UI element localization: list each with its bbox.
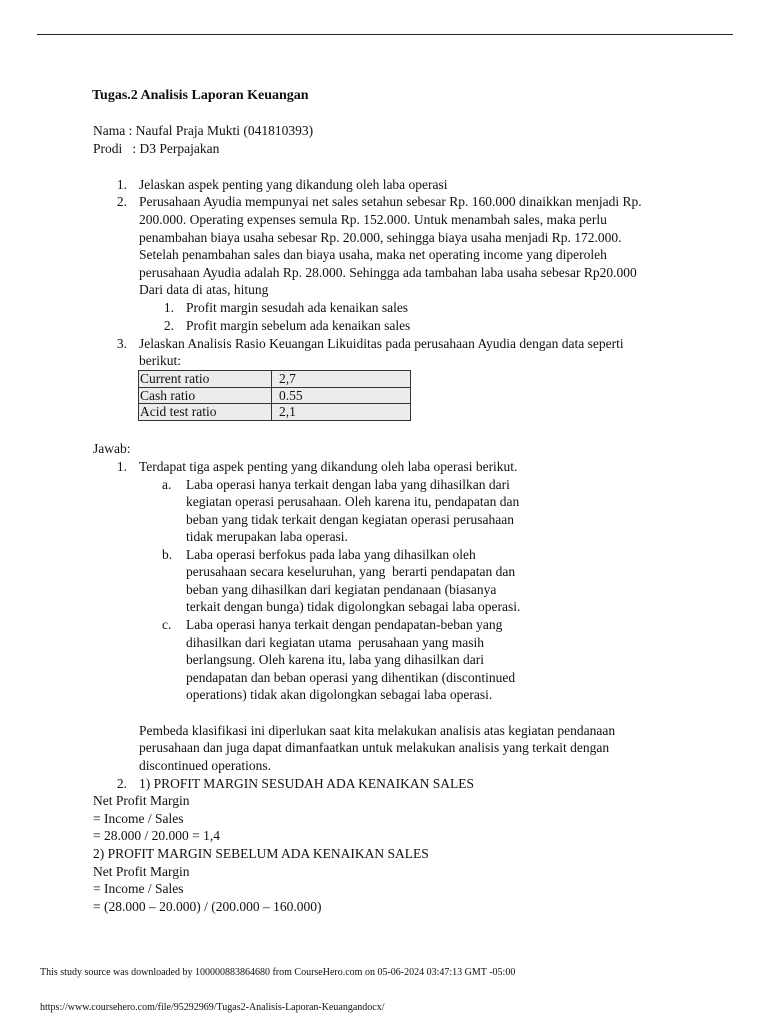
- source-url[interactable]: https://www.coursehero.com/file/95292969/Tugas2-Analisis-Laporan-Keuangandocx/: [40, 1002, 385, 1013]
- sub-question-number: 2.: [163, 318, 174, 333]
- list-item-line: terkait dengan bunga) tidak digolongkan sebagai laba operasi.: [186, 599, 521, 614]
- ratio-value: 2,1: [272, 404, 411, 421]
- sub-question-text: Profit margin sesudah ada kenaikan sales: [186, 300, 409, 315]
- list-item-line: Laba operasi hanya terkait dengan laba yang dihasilkan dari: [186, 477, 510, 492]
- list-item-line: kegiatan operasi perusahaan. Oleh karena itu, pendapatan dan: [186, 494, 520, 509]
- question-2-line: penambahan biaya usaha sebesar Rp. 20.000, sehingga biaya usaha menjadi Rp. 172.000.: [139, 230, 622, 245]
- list-item-line: beban yang tidak terkait dengan kegiatan operasi perusahaan: [186, 512, 514, 527]
- student-name: Nama : Naufal Praja Mukti (041810393): [93, 123, 314, 138]
- calc-line: = Income / Sales: [93, 811, 184, 826]
- list-item-line: berlangsung. Oleh karena itu, laba yang dihasilkan dari: [186, 652, 485, 667]
- ratio-label: Acid test ratio: [139, 404, 272, 421]
- question-2-line: Perusahaan Ayudia mempunyai net sales setahun sebesar Rp. 160.000 dinaikkan menjadi Rp.: [139, 194, 642, 209]
- question-number: 2.: [116, 194, 127, 209]
- question-1-text: Jelaskan aspek penting yang dikandung oleh laba operasi: [139, 177, 448, 192]
- list-letter: a.: [162, 477, 172, 492]
- table-row: [139, 404, 411, 421]
- list-item-line: Laba operasi hanya terkait dengan pendapatan-beban yang: [186, 617, 503, 632]
- question-3-line: Jelaskan Analisis Rasio Keuangan Likuiditas pada perusahaan Ayudia dengan data seperti: [139, 336, 624, 351]
- list-item-line: operations) tidak akan digolongkan sebagai laba operasi.: [186, 687, 493, 702]
- answer-label: Jawab:: [93, 441, 131, 456]
- header-rule: [37, 34, 733, 35]
- question-2-line: perusahaan Ayudia adalah Rp. 28.000. Sehingga ada tambahan laba usaha sebesar Rp20.000: [139, 265, 637, 280]
- list-letter: c.: [162, 617, 172, 632]
- closing-line: perusahaan dan juga dapat dimanfaatkan untuk melakukan analisis yang terkait dengan: [139, 740, 610, 755]
- download-notice: This study source was downloaded by 100000883864680 from CourseHero.com on 05-06-2024 03:47:13 GMT -05:00: [40, 967, 516, 978]
- calc-line: Net Profit Margin: [93, 864, 190, 879]
- calc-line: = Income / Sales: [93, 881, 184, 896]
- table-row: [139, 387, 411, 404]
- list-item-line: Laba operasi berfokus pada laba yang dihasilkan oleh: [186, 547, 476, 562]
- question-2-line: Setelah penambahan sales dan biaya usaha, maka net operating income yang diperoleh: [139, 247, 607, 262]
- question-3-line: berikut:: [139, 353, 181, 368]
- list-item-line: tidak merupakan laba operasi.: [186, 529, 348, 544]
- liquidity-ratio-table: [138, 370, 411, 421]
- ratio-label: Current ratio: [139, 371, 272, 388]
- list-item-line: beban yang dihasilkan dari kegiatan pendanaan (biasanya: [186, 582, 497, 597]
- ratio-value: 2,7: [272, 371, 411, 388]
- answer-2-heading-1: 1) PROFIT MARGIN SESUDAH ADA KENAIKAN SALES: [139, 776, 475, 791]
- question-2-line: 200.000. Operating expenses semula Rp. 152.000. Untuk menambah sales, maka perlu: [139, 212, 607, 227]
- answer-1-intro: Terdapat tiga aspek penting yang dikandung oleh laba operasi berikut.: [139, 459, 518, 474]
- closing-line: discontinued operations.: [139, 758, 271, 773]
- table-row: [139, 371, 411, 388]
- ratio-label: Cash ratio: [139, 387, 272, 404]
- list-item-line: pendapatan dan beban operasi yang dihentikan (discontinued: [186, 670, 516, 685]
- answer-2-heading-2: 2) PROFIT MARGIN SEBELUM ADA KENAIKAN SALES: [93, 846, 429, 861]
- calc-line: = 28.000 / 20.000 = 1,4: [93, 828, 220, 843]
- answer-number: 2.: [116, 776, 127, 791]
- sub-question-number: 1.: [163, 300, 174, 315]
- document-title: Tugas.2 Analisis Laporan Keuangan: [92, 88, 309, 103]
- list-item-line: perusahaan secara keseluruhan, yang berarti pendapatan dan: [186, 564, 516, 579]
- answer-number: 1.: [116, 459, 127, 474]
- list-letter: b.: [162, 547, 173, 562]
- ratio-value: 0.55: [272, 387, 411, 404]
- student-prodi: Prodi : D3 Perpajakan: [93, 141, 220, 156]
- question-number: 1.: [116, 177, 127, 192]
- list-item-line: dihasilkan dari kegiatan utama perusahaan yang masih: [186, 635, 485, 650]
- calc-line: = (28.000 – 20.000) / (200.000 – 160.000): [93, 899, 322, 914]
- calc-line: Net Profit Margin: [93, 793, 190, 808]
- sub-question-text: Profit margin sebelum ada kenaikan sales: [186, 318, 411, 333]
- question-number: 3.: [116, 336, 127, 351]
- closing-line: Pembeda klasifikasi ini diperlukan saat kita melakukan analisis atas kegiatan pendanaan: [139, 723, 616, 738]
- question-2-line: Dari data di atas, hitung: [139, 282, 269, 297]
